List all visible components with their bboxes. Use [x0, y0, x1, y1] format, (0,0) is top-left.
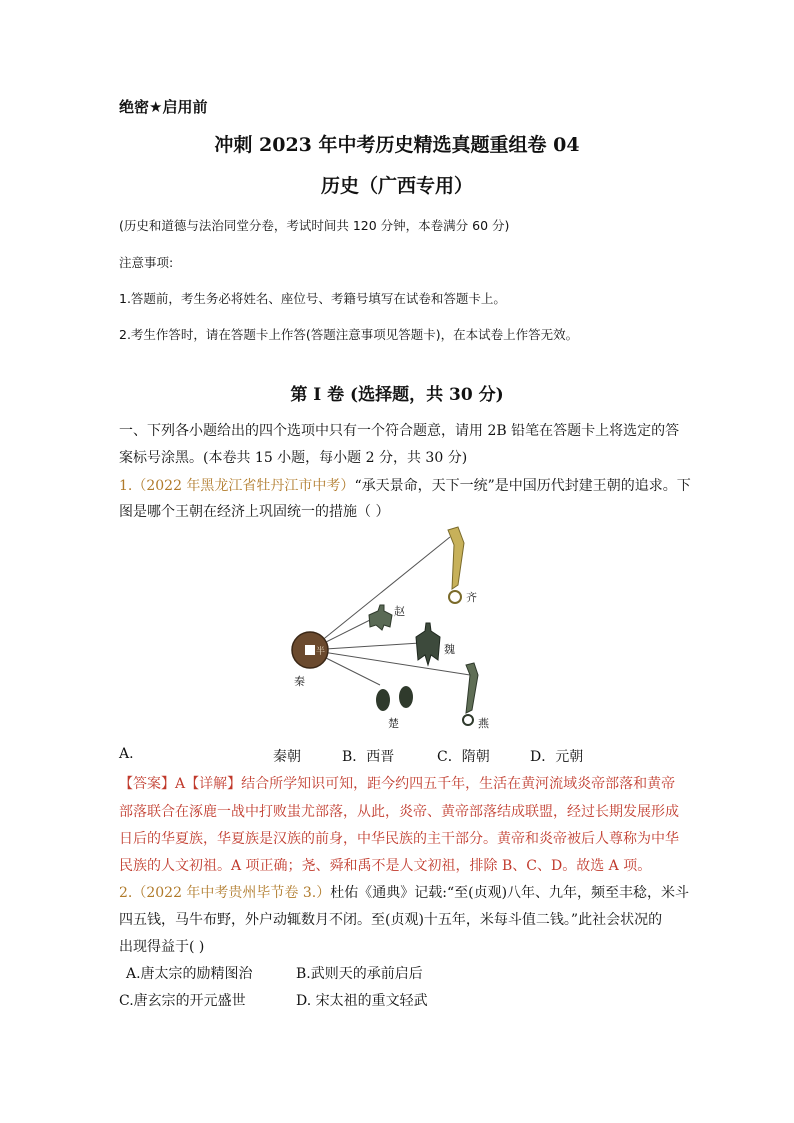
q1-option-a-text[interactable]: 秦朝 — [273, 749, 301, 765]
notes-label: 注意事项: — [119, 255, 174, 270]
exam-title: 冲刺 2023 年中考历史精选真题重组卷 04 — [214, 134, 580, 156]
zhao-spade-coin — [369, 605, 392, 630]
q2-option-b[interactable]: B.武则天的承前启后 — [296, 966, 423, 982]
label-qi: 齐 — [466, 591, 477, 604]
q1-option-c[interactable]: C．隋朝 — [437, 749, 490, 765]
q2-option-a[interactable]: A.唐太宗的励精图治 — [126, 966, 253, 982]
label-zhao: 赵 — [394, 605, 405, 618]
q2-source: 2.（2022 年中考贵州毕节卷 3.） — [119, 885, 331, 901]
chu-coins — [376, 686, 413, 711]
qin-coin — [292, 632, 328, 668]
q1-answer-line: 日后的华夏族，华夏族是汉族的前身，中华民族的主干部分。黄帝和炎帝被后人尊称为中华 — [119, 831, 679, 847]
qin-coin-char: 半 — [316, 647, 326, 657]
q1-answer — [119, 773, 675, 793]
q2-option-d[interactable]: D. 宋太祖的重文轻武 — [296, 993, 428, 1009]
wei-spade-coin — [416, 623, 440, 665]
q1-coin-figure — [280, 525, 510, 740]
q1-text: “承天景命，天下一统”是中国历代封建王朝的追求。下 — [354, 478, 691, 494]
q1-answer-text: 结合所学知识可知，距今约四五千年，生活在黄河流域炎帝部落和黄帝 — [241, 776, 676, 792]
label-yan: 燕 — [478, 717, 489, 730]
exam-subtitle: 历史（广西专用） — [320, 175, 473, 197]
secret-label: 绝密★启用前 — [119, 98, 208, 116]
q2-stem — [119, 882, 689, 902]
label-chu: 楚 — [388, 717, 399, 730]
q1-stem — [119, 475, 691, 495]
q2-option-c[interactable]: C.唐玄宗的开元盛世 — [119, 993, 246, 1009]
q2-text: 杜佑《通典》记载:“至(贞观)八年、九年，频至丰稔，米斗 — [330, 885, 690, 901]
label-wei: 魏 — [444, 643, 455, 656]
q1-answer-tag: 【答案】A【详解】 — [119, 776, 242, 792]
yan-knife-coin — [463, 663, 478, 725]
section-instruction: 一、下列各小题给出的四个选项中只有一个符合题意，请用 2B 铅笔在答题卡上将选定的答 — [119, 423, 680, 439]
q1-option-b[interactable]: B．西晋 — [342, 749, 395, 765]
q1-option-a[interactable]: A. — [119, 746, 134, 762]
note-item: 2.考生作答时，请在答题卡上作答(答题注意事项见答题卡)，在本试卷上作答无效。 — [119, 327, 579, 342]
exam-info: (历史和道德与法治同堂分卷，考试时间共 120 分钟，本卷满分 60 分) — [119, 218, 510, 233]
q1-text-line2: 图是哪个王朝在经济上巩固统一的措施（ ） — [119, 504, 390, 520]
connector-lines — [310, 537, 470, 685]
q2-text-line3: 出现得益于( ) — [119, 939, 205, 955]
note-item: 1.答题前，考生务必将姓名、座位号、考籍号填写在试卷和答题卡上。 — [119, 291, 506, 306]
label-qin: 秦 — [294, 675, 305, 688]
q1-source: 1.（2022 年黑龙江省牡丹江市中考） — [119, 478, 355, 494]
qi-knife-coin — [448, 527, 464, 603]
q1-option-d[interactable]: D．元朝 — [530, 749, 584, 765]
q1-answer-line: 部落联合在涿鹿一战中打败蚩尤部落，从此，炎帝、黄帝部落结成联盟，经过长期发展形成 — [119, 804, 679, 820]
q1-answer-line: 民族的人文初祖。A 项正确；尧、舜和禹不是人文初祖，排除 B、C、D。故选 A 项。 — [119, 858, 652, 874]
section-instruction: 案标号涂黑。(本卷共 15 小题，每小题 2 分，共 30 分) — [119, 450, 468, 466]
q2-text-line2: 四五钱，马牛布野，外户动辄数月不闭。至(贞观)十五年，米每斗值二钱。”此社会状况的 — [119, 912, 663, 928]
section-title: 第 I 卷 (选择题，共 30 分) — [290, 385, 504, 405]
